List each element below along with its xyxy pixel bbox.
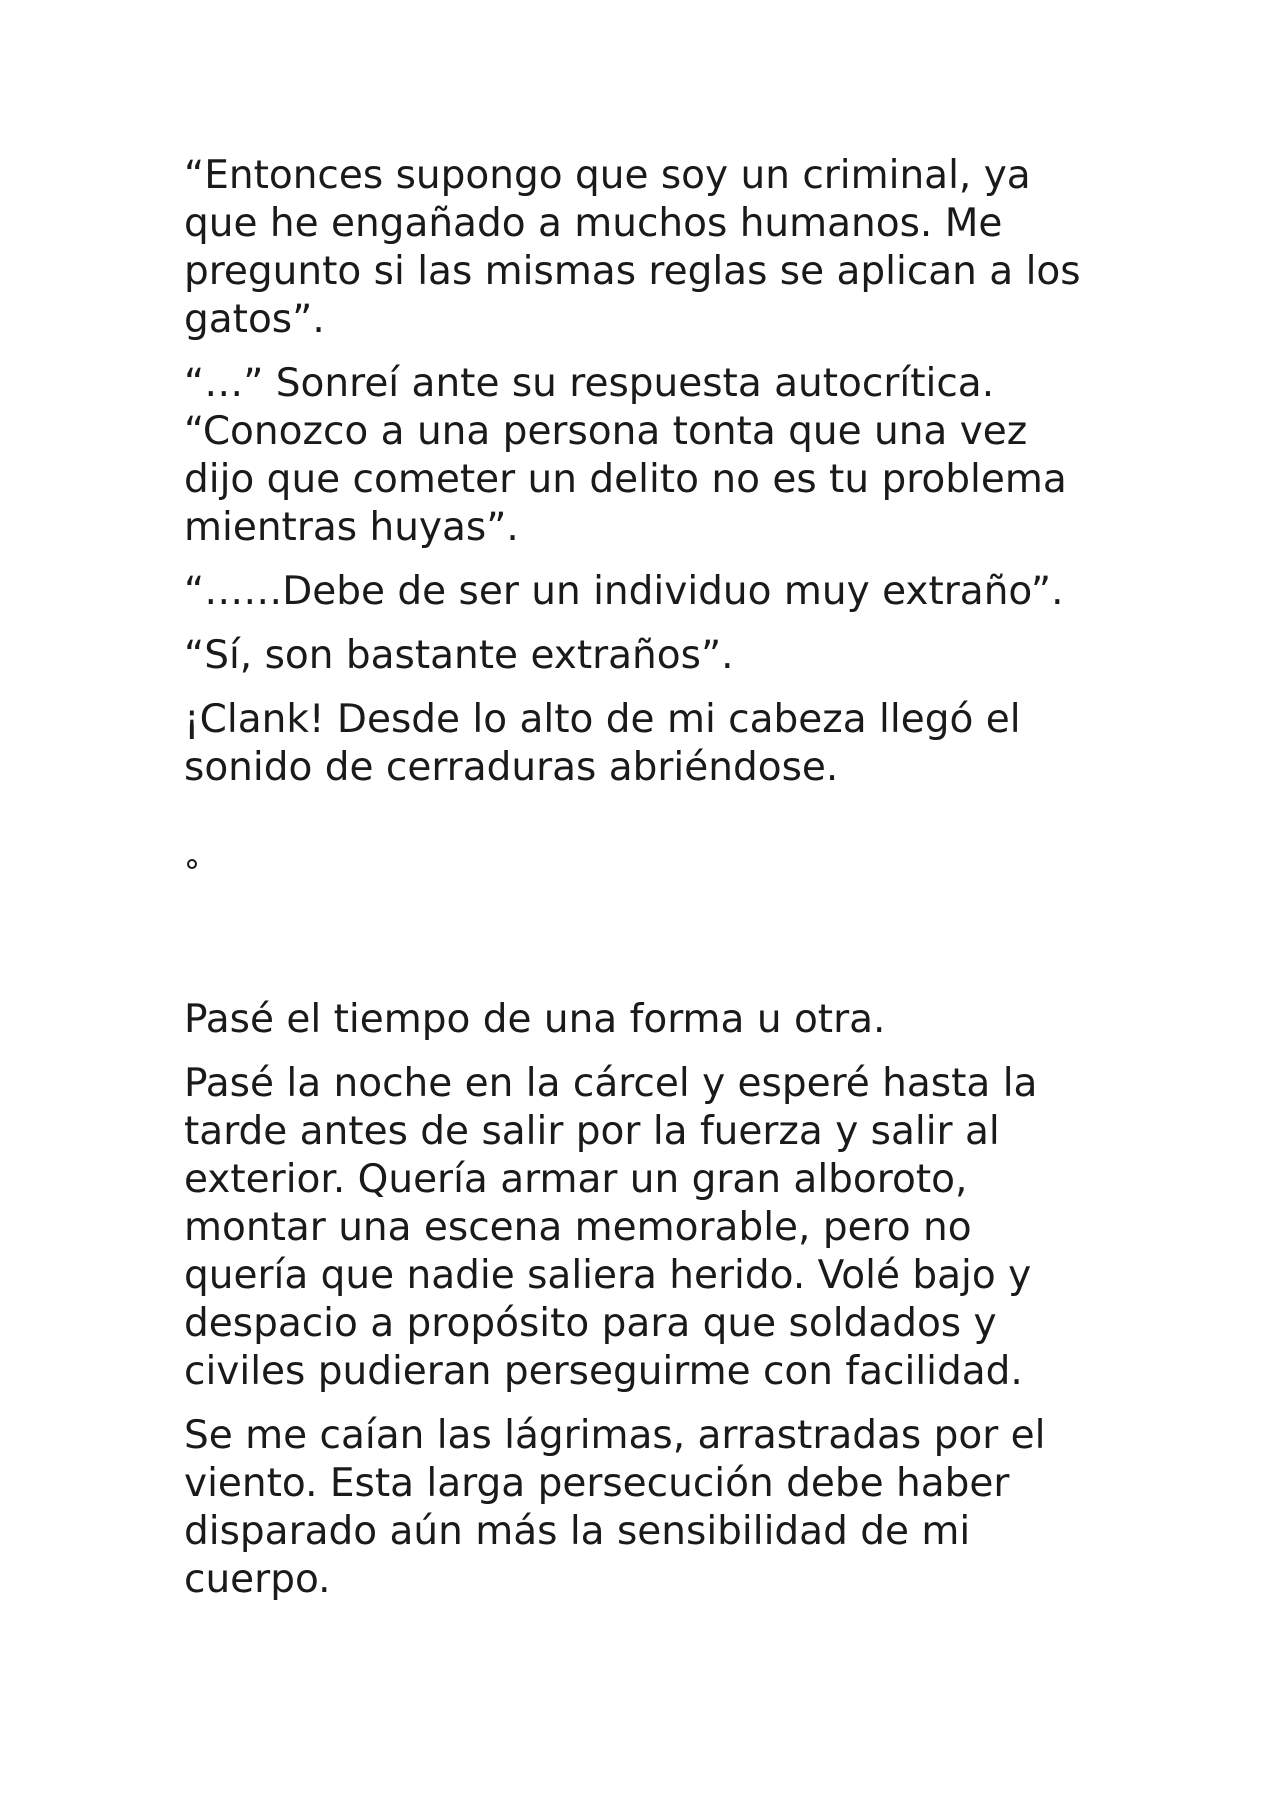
paragraph: Pasé la noche en la cárcel y esperé hasta la tarde antes de salir por la fuerza y salir al exterior. Quería armar un gran alboroto, montar una escena memorable, pero no quería que nadie saliera herido. Volé bajo y despacio a propósito para que soldados y civiles pudieran perseguirme con facilidad. xyxy=(184,1061,1038,1394)
paragraph: Se me caían las lágrimas, arrastradas por el viento. Esta larga persecución debe haber disparado aún más la sensibilidad de mi cuerpo. xyxy=(184,1413,1046,1602)
paragraph: “……Debe de ser un individuo muy extraño”. xyxy=(184,569,1064,614)
paragraph: ¡Clank! Desde lo alto de mi cabeza llegó el sonido de cerraduras abriéndose. xyxy=(184,697,1021,790)
paragraph: Pasé el tiempo de una forma u otra. xyxy=(184,997,886,1042)
paragraph: “Entonces supongo que soy un criminal, ya que he engañado a muchos humanos. Me pregunto si las mismas reglas se aplican a los gatos”. xyxy=(184,153,1081,342)
section-break-mark: ° xyxy=(184,853,200,891)
paragraph: “…” Sonreí ante su respuesta autocrítica. “Conozco a una persona tonta que una vez dijo que cometer un delito no es tu problema mientras huyas”. xyxy=(184,361,1067,550)
text-column xyxy=(184,152,1124,1620)
paragraph: “Sí, son bastante extraños”. xyxy=(184,633,734,678)
